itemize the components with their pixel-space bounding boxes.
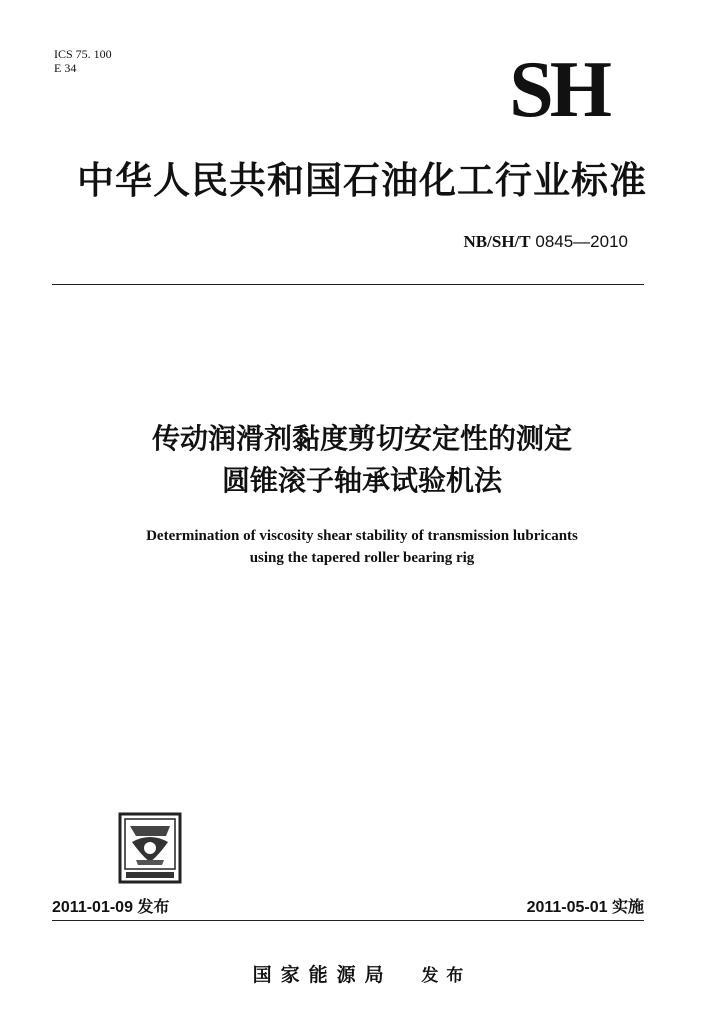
- issue-label: 发布: [137, 897, 170, 916]
- sh-logo: SH: [509, 46, 608, 134]
- publisher-name: 国家能源局: [252, 964, 393, 986]
- standard-number: [464, 232, 628, 252]
- standard-prefix: NB/SH/T: [463, 232, 531, 251]
- publisher-seal-icon: [118, 812, 182, 884]
- implement-date-value: 2011-05-01: [526, 899, 608, 916]
- issue-date-value: 2011-01-09: [52, 899, 133, 916]
- publisher: [0, 960, 724, 987]
- title-cn-line1: 传动润滑剂黏度剪切安定性的测定: [151, 422, 572, 455]
- footer-divider: [52, 920, 644, 921]
- header-divider: [52, 284, 644, 285]
- issue-date: [52, 894, 169, 917]
- standard-code: 0845—2010: [535, 232, 628, 251]
- classification-codes: [54, 47, 112, 75]
- title-en-line1: Determination of viscosity shear stability of transmission lubricants: [146, 528, 578, 544]
- publisher-action: 发布: [421, 966, 472, 986]
- title-en-line2: using the tapered roller bearing rig: [249, 550, 475, 566]
- implementation-date: [527, 894, 644, 917]
- organization-title: 中华人民共和国石油化工行业标准: [77, 159, 647, 202]
- implement-label: 实施: [611, 897, 644, 916]
- ccs-code: E 34: [54, 61, 77, 75]
- title-cn-line2: 圆锥滚子轴承试验机法: [221, 464, 502, 497]
- ics-code: ICS 75. 100: [54, 47, 112, 61]
